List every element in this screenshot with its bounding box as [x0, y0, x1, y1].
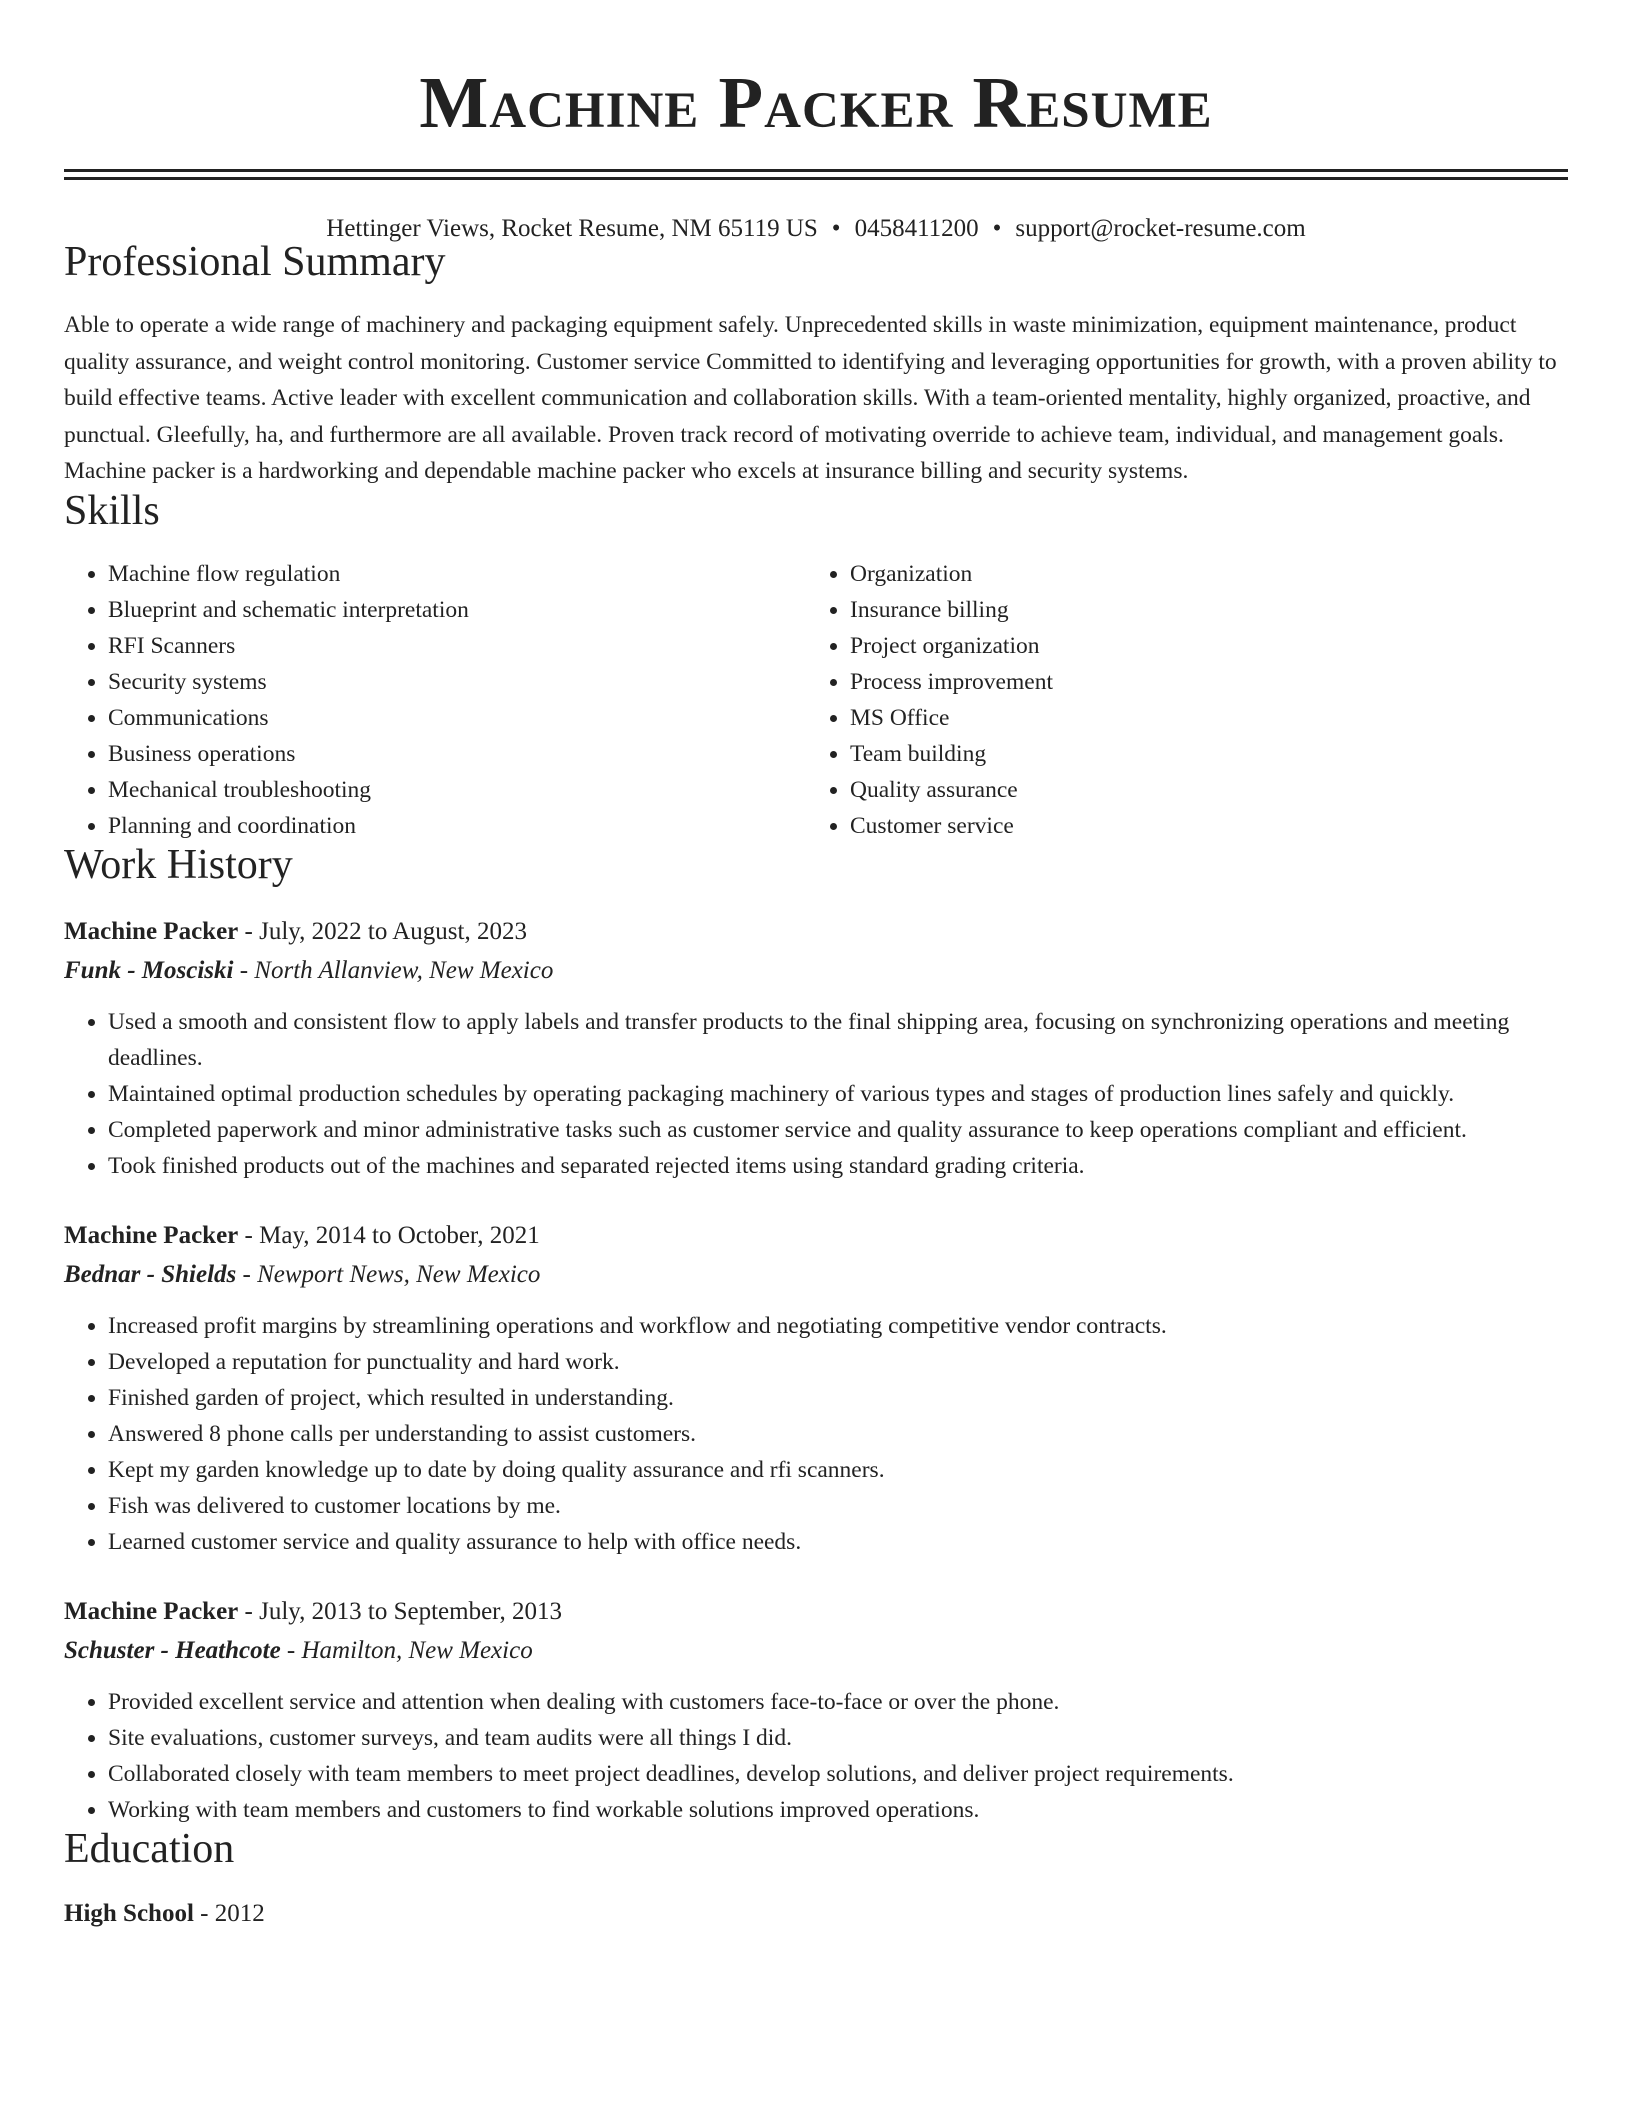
job-bullet: • Kept my garden knowledge up to date by doing quality assurance and rfi scanners. [108, 1452, 1568, 1488]
work-history-heading: Work History [64, 841, 293, 888]
job-company: Funk - Mosciski [64, 956, 234, 984]
contact-separator: • [831, 215, 841, 242]
summary-text: Able to operate a wide range of machinery and packaging equipment safely. Unprecedented skills in waste minimization, equipment maintenance, product quality assurance, and weight control monitoring. Customer service Committed to identifying and leveraging opportunities for growth, with a proven ability to build effective teams. Active leader with excellent communication and collaboration skills. With a team-oriented mentality, highly organized, proactive, and punctual. Gleefully, ha, and furthermore are all available. Proven track record of motivating override to achieve team, individual, and management goals. Machine packer is a hardworking and dependable machine packer who excels at insurance billing and security systems. [64, 312, 1557, 484]
job-header [64, 1216, 1568, 1255]
job-company-line [64, 1631, 1568, 1670]
skill-item: • Machine flow regulation [108, 556, 806, 592]
job-location: - Hamilton, New Mexico [280, 1636, 533, 1664]
skill-item: • Planning and coordination [108, 808, 806, 844]
job-bullet: • Site evaluations, customer surveys, and team audits were all things I did. [108, 1720, 1568, 1756]
skill-item: • Quality assurance [850, 772, 1548, 808]
skill-item: • Mechanical troubleshooting [108, 772, 806, 808]
contact-separator: • [992, 215, 1002, 242]
job-bullet: • Learned customer service and quality assurance to help with office needs. [108, 1524, 1568, 1560]
skill-item: • Project organization [850, 628, 1548, 664]
job-dates: - July, 2022 to August, 2023 [238, 917, 527, 945]
job-dates: - July, 2013 to September, 2013 [238, 1597, 562, 1625]
skill-item: • Team building [850, 736, 1548, 772]
job-bullet: • Fish was delivered to customer locations by me. [108, 1488, 1568, 1524]
skill-item: • RFI Scanners [108, 628, 806, 664]
skills-heading: Skills [64, 487, 160, 534]
education-entry [64, 1894, 1568, 1933]
job-location: - Newport News, New Mexico [236, 1260, 541, 1288]
summary-heading: Professional Summary [64, 239, 446, 285]
skill-item: • Process improvement [850, 664, 1548, 700]
skills-list-right [806, 556, 1548, 844]
skill-item: • Business operations [108, 736, 806, 772]
job-bullet: • Answered 8 phone calls per understanding to assist customers. [108, 1416, 1568, 1452]
job-bullet: • Collaborated closely with team members to meet project deadlines, develop solutions, and deliver project requirements. [108, 1756, 1568, 1792]
skill-item: • MS Office [850, 700, 1548, 736]
education-degree: High School [64, 1899, 194, 1927]
job-position: Machine Packer [64, 917, 239, 945]
job-position: Machine Packer [64, 1597, 239, 1625]
skill-item: • Communications [108, 700, 806, 736]
job-company: Bednar - Shields [64, 1260, 237, 1288]
job-bullet: • Completed paperwork and minor administrative tasks such as customer service and quality assurance to keep operations compliant and efficient. [108, 1112, 1568, 1148]
job-company: Schuster - Heathcote [64, 1636, 281, 1664]
job-company-line [64, 1255, 1568, 1294]
contact-email: support@rocket-resume.com [1015, 215, 1306, 242]
job-bullets [64, 1684, 1568, 1828]
job-bullet: • Maintained optimal production schedules by operating packaging machinery of various types and stages of production lines safely and quickly. [108, 1076, 1568, 1112]
skill-item: • Insurance billing [850, 592, 1548, 628]
job-entry [64, 1592, 1568, 1828]
education-year: - 2012 [193, 1899, 265, 1927]
job-bullets [64, 1004, 1568, 1184]
contact-line [64, 216, 1568, 241]
job-bullet: • Provided excellent service and attention when dealing with customers face-to-face or over the phone. [108, 1684, 1568, 1720]
education-heading: Education [64, 1825, 235, 1872]
job-location: - North Allanview, New Mexico [233, 956, 554, 984]
job-bullet: • Developed a reputation for punctuality and hard work. [108, 1344, 1568, 1380]
job-dates: - May, 2014 to October, 2021 [238, 1221, 540, 1249]
job-header [64, 1592, 1568, 1631]
contact-phone: 0458411200 [854, 215, 979, 242]
job-bullet: • Took finished products out of the machines and separated rejected items using standard grading criteria. [108, 1148, 1568, 1184]
job-position: Machine Packer [64, 1221, 239, 1249]
title-double-rule [64, 169, 1568, 180]
skill-item: • Security systems [108, 664, 806, 700]
skills-grid [64, 556, 1568, 844]
skill-item: • Customer service [850, 808, 1548, 844]
contact-address: Hettinger Views, Rocket Resume, NM 65119 US [326, 215, 818, 242]
job-bullets [64, 1308, 1568, 1560]
job-bullet: • Finished garden of project, which resulted in understanding. [108, 1380, 1568, 1416]
skill-item: • Organization [850, 556, 1548, 592]
job-bullet: • Used a smooth and consistent flow to apply labels and transfer products to the final shipping area, focusing on synchronizing operations and meeting deadlines. [108, 1004, 1568, 1076]
job-company-line [64, 951, 1568, 990]
skill-item: • Blueprint and schematic interpretation [108, 592, 806, 628]
job-entry [64, 1216, 1568, 1560]
job-bullet: • Increased profit margins by streamlining operations and workflow and negotiating competitive vendor contracts. [108, 1308, 1568, 1344]
skills-list-left [64, 556, 806, 844]
job-header [64, 912, 1568, 951]
resume-title: Machine Packer Resume [419, 62, 1213, 143]
job-bullet: • Working with team members and customers to find workable solutions improved operations. [108, 1792, 1568, 1828]
job-entry [64, 912, 1568, 1184]
